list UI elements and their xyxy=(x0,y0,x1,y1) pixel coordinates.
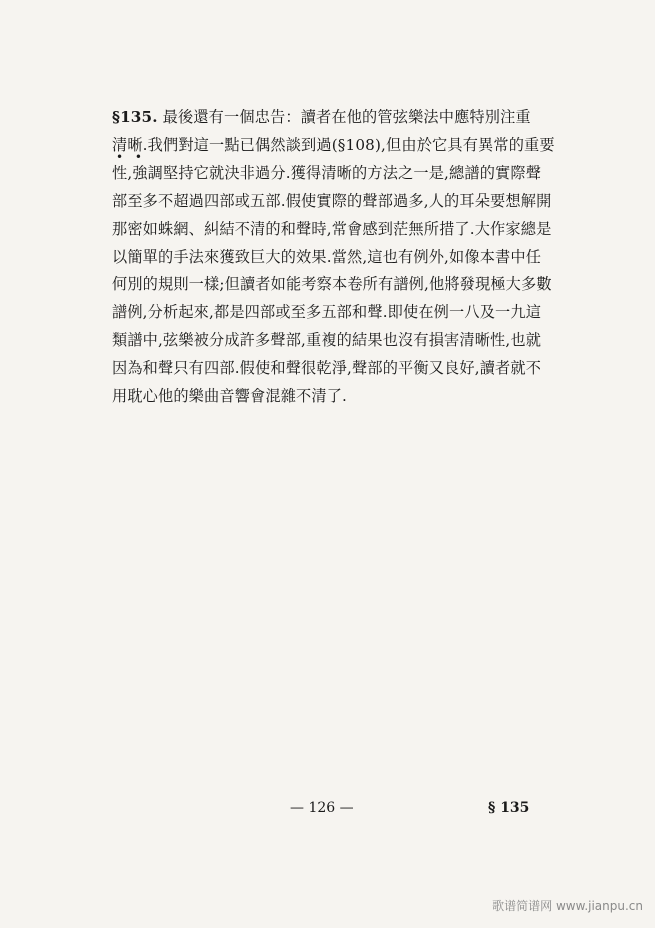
emphasis-dots: • • xyxy=(116,150,146,164)
text-line-5: 那密如蛛網、糾結不清的和聲時,常會感到茫無所措了.大作家總是 xyxy=(112,219,552,238)
running-section-reference: § 135 xyxy=(488,800,530,816)
text-line-1 xyxy=(112,104,572,132)
text-line-1-content: 最後還有一個忠告：讀者在他的管弦樂法中應特別注重 xyxy=(162,108,531,126)
page-number: — 126 — xyxy=(290,800,354,816)
text-line-7: 何別的規則一樣;但讀者如能考察本卷所有譜例,他將發現極大多數 xyxy=(112,275,552,294)
section-number: §135. xyxy=(112,108,158,126)
site-watermark: 歌谱简谱网 www.jianpu.cn xyxy=(492,899,643,913)
text-line-3: 性,強調堅持它就決非過分.獲得清晰的方法之一是,總譜的實際聲 xyxy=(112,163,542,182)
text-line-4: 部至多不超過四部或五部.假使實際的聲部過多,人的耳朵要想解開 xyxy=(112,191,552,210)
text-line-10: 因為和聲只有四部.假使和聲很乾淨,聲部的平衡又良好,讀者就不 xyxy=(112,359,542,378)
text-line-6: 以簡單的手法來獲致巨大的效果.當然,這也有例外,如像本書中任 xyxy=(112,247,542,266)
text-line-11: 用耽心他的樂曲音響會混雜不清了. xyxy=(112,387,348,406)
body-paragraph xyxy=(112,104,572,411)
text-line-8: 譜例,分析起來,都是四部或至多五部和聲.即使在例一八及一九這 xyxy=(112,303,542,322)
text-line-2: 清晰.我們對這一點已偶然談到過(§108),但由於它具有異常的重要 xyxy=(112,135,555,154)
text-line-9: 類譜中,弦樂被分成許多聲部,重複的結果也沒有損害清晰性,也就 xyxy=(112,331,542,350)
